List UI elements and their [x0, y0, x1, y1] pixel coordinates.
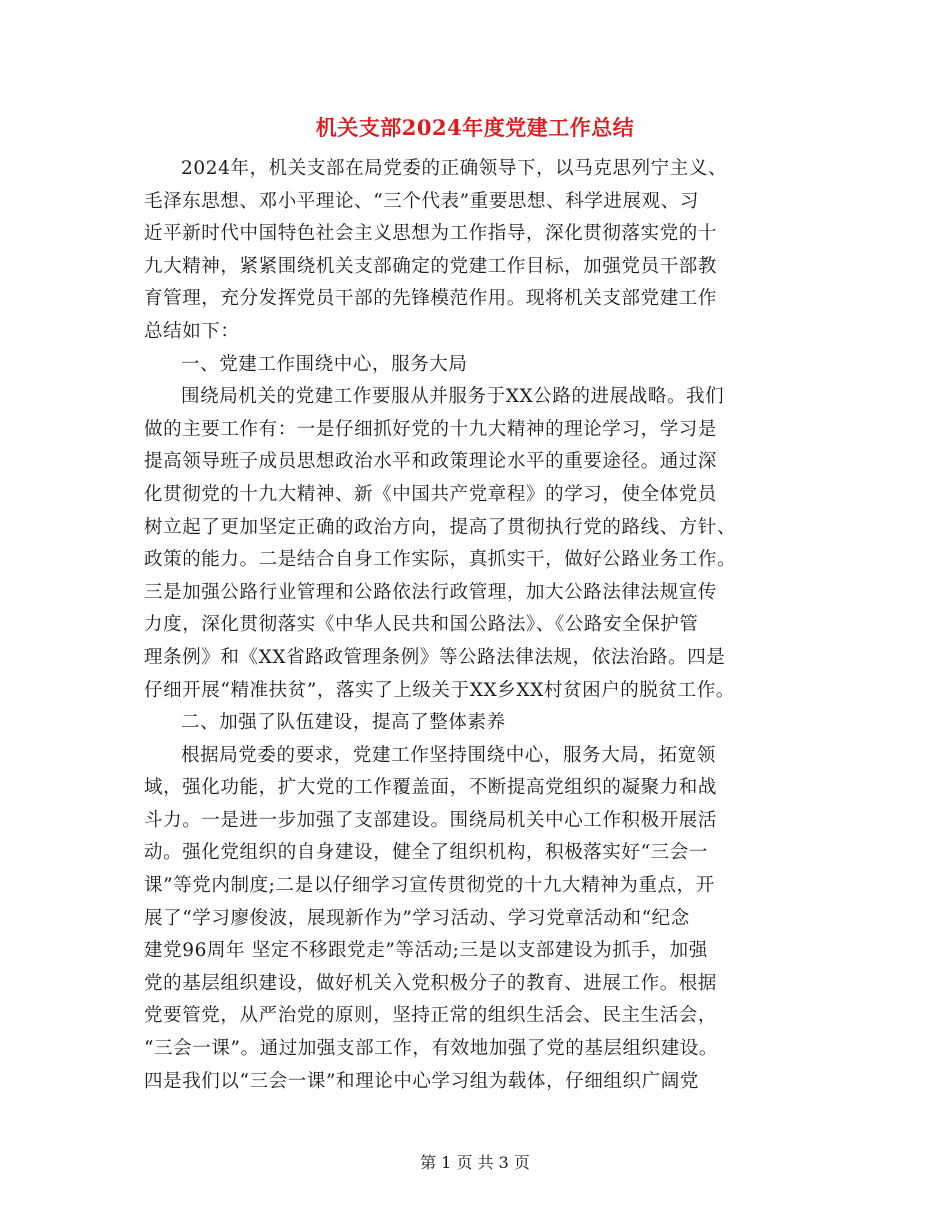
text-line: 力度，深化贯彻落实《中华人民共和国公路法》、《公路安全保护管 — [144, 614, 699, 636]
text-line: 仔细开展“精准扶贫”，落实了上级关于XX乡XX村贫困户的脱贫工作。 — [144, 679, 735, 701]
text-line: 毛泽东思想、邓小平理论、“三个代表”重要思想、科学进展观、习 — [144, 190, 699, 212]
text-line: 九大精神，紧紧围绕机关支部确定的党建工作目标，加强党员干部教 — [144, 255, 718, 277]
text-line: 近平新时代中国特色社会主义思想为工作指导，深化贯彻落实党的十 — [144, 223, 718, 245]
text-line: 斗力。一是进一步加强了支部建设。围绕局机关中心工作积极开展活 — [144, 809, 718, 831]
text-line: 党的基层组织建设，做好机关入党积极分子的教育、进展工作。根据 — [144, 972, 718, 994]
text-line: 2024年，机关支部在局党委的正确领导下，以马克思列宁主义、 — [181, 158, 728, 179]
section-heading: 一、党建工作围绕中心，服务大局 — [181, 353, 468, 375]
text-line: 根据局党委的要求，党建工作坚持围绕中心，服务大局，拓宽领 — [181, 744, 716, 766]
text-line: 理条例》和《XX省路政管理条例》等公路法律法规，依法治路。四是 — [144, 646, 726, 668]
text-line: 建党96周年 坚定不移跟党走”等活动;三是以支部建设为抓手，加强 — [144, 940, 708, 962]
text-line: 总结如下： — [144, 320, 240, 342]
page-number-footer: 第 1 页 共 3 页 — [420, 1153, 530, 1172]
document-title: 机关支部2024年度党建工作总结 — [315, 115, 635, 140]
text-line: 展了“学习廖俊波，展现新作为”学习活动、学习党章活动和“纪念 — [144, 907, 690, 929]
section-heading: 二、加强了队伍建设，提高了整体素养 — [181, 712, 506, 734]
text-line: 政策的能力。二是结合自身工作实际，真抓实干，做好公路业务工作。 — [144, 549, 737, 571]
text-line: 化贯彻党的十九大精神、新《中国共产党章程》的学习，使全体党员 — [144, 483, 718, 505]
text-line: 三是加强公路行业管理和公路依法行政管理，加大公路法律法规宣传 — [144, 581, 718, 603]
text-line: 围绕局机关的党建工作要服从并服务于XX公路的进展战略。我们 — [181, 386, 725, 408]
text-line: “三会一课”。通过加强支部工作，有效地加强了党的基层组织建设。 — [144, 1038, 719, 1060]
text-line: 党要管党，从严治党的原则，坚持正常的组织生活会、民主生活会， — [144, 1005, 718, 1027]
text-line: 四是我们以“三会一课”和理论中心学习组为载体，仔细组织广阔党 — [144, 1070, 699, 1092]
text-line: 育管理，充分发挥党员干部的先锋模范作用。现将机关支部党建工作 — [144, 288, 718, 310]
text-line: 课”等党内制度;二是以仔细学习宣传贯彻党的十九大精神为重点，开 — [144, 875, 715, 897]
text-line: 树立起了更加坚定正确的政治方向，提高了贯彻执行党的路线、方针、 — [144, 516, 737, 538]
text-line: 做的主要工作有：一是仔细抓好党的十九大精神的理论学习，学习是 — [144, 418, 718, 440]
text-line: 动。强化党组织的自身建设，健全了组织机构，积极落实好“三会一 — [144, 842, 708, 864]
document-body — [144, 153, 834, 1098]
text-line: 域，强化功能，扩大党的工作覆盖面，不断提高党组织的凝聚力和战 — [144, 777, 718, 799]
text-line: 提高领导班子成员思想政治水平和政策理论水平的重要途径。通过深 — [144, 451, 718, 473]
